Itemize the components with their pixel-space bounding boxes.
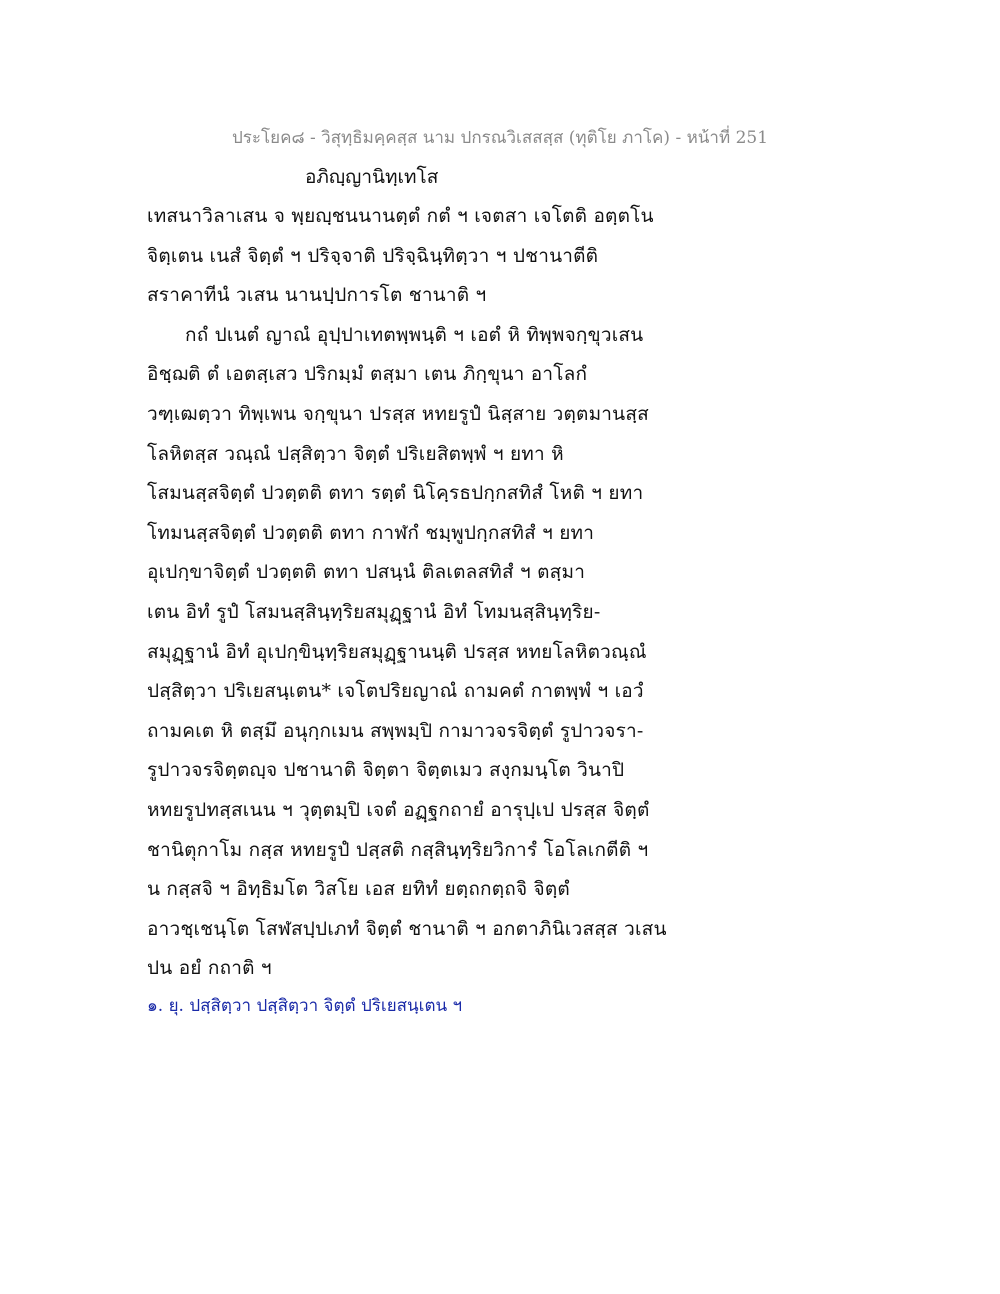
text-line: ปสฺสิตฺวา ปริเยสนฺเตน* เจโตปริยญาณํ ถามคตํ กาตพฺพํ ฯ เอวํ bbox=[147, 680, 644, 703]
section-title: อภิญฺญานิทฺเทโส bbox=[305, 166, 439, 188]
text-line: จิตฺเตน เนสํ จิตฺตํ ฯ ปริจฺจาติ ปริจฺฉินฺทิตฺวา ฯ ปชานาตีติ bbox=[147, 244, 599, 267]
text-line: ชานิตุกาโม กสฺส หทยรูปํ ปสฺสติ กสฺสินฺทฺริยวิการํ โอโลเกตีติ ฯ bbox=[147, 838, 649, 861]
text-line: ปน อยํ กถาติ ฯ bbox=[147, 957, 272, 980]
text-line: เทสนาวิลาเสน จ พฺยญฺชนนานตฺตํ กตํ ฯ เจตสา เจโตติ อตฺตโน bbox=[147, 205, 654, 227]
text-line: โลหิตสฺส วณฺณํ ปสฺสิตฺวา จิตฺตํ ปริเยสิตพฺพํ ฯ ยทา หิ bbox=[147, 442, 564, 465]
text-line: เตน อิทํ รูปํ โสมนสฺสินฺทฺริยสมุฏฺฐานํ อิทํ โทมนสฺสินฺทฺริย- bbox=[147, 600, 601, 623]
text-line: อุเปกฺขาจิตฺตํ ปวตฺตติ ตทา ปสนฺนํ ติลเตลสทิสํ ฯ ตสฺมา bbox=[147, 561, 586, 584]
running-header: ประโยค๘ - วิสุทฺธิมคฺคสฺส นาม ปกรณวิเสสสฺส (ทุติโย ภาโค) - หน้าที่ 251 bbox=[231, 128, 769, 148]
text-line: สมุฏฺฐานํ อิทํ อุเปกฺขินฺทฺริยสมุฏฺฐานนฺติ ปรสฺส หทยโลหิตวณฺณํ bbox=[147, 640, 647, 663]
text-line: ถามคเต หิ ตสฺมึ อนุกฺกเมน สพฺพมฺปิ กามาวจรจิตฺตํ รูปาวจรา- bbox=[147, 719, 644, 742]
body-text bbox=[147, 197, 707, 989]
paragraph-first-line: กถํ ปเนตํ ญาณํ อุปฺปาเทตพฺพนฺติ ฯ เอตํ หิ ทิพฺพจกฺขุวเสน bbox=[185, 323, 644, 346]
text-line: รูปาวจรจิตฺตญฺจ ปชานาติ จิตฺตา จิตฺตเมว สงฺกมนฺโต วินาปิ bbox=[147, 759, 625, 782]
text-line: หทยรูปทสฺสเนน ฯ วุตฺตมฺปิ เจตํ อฏฺฐกถายํ อารุปฺเป ปรสฺส จิตฺตํ bbox=[147, 798, 650, 821]
text-line: โสมนสฺสจิตฺตํ ปวตฺตติ ตทา รตฺตํ นิโคฺรธปกฺกสทิสํ โหติ ฯ ยทา bbox=[147, 482, 644, 505]
text-line: อาวชฺเชนฺโต โสฬสปฺปเภทํ จิตฺตํ ชานาติ ฯ อกตาภินิเวสสฺส วเสน bbox=[147, 917, 667, 940]
footnote: ๑. ยุ. ปสฺสิตฺวา ปสฺสิตฺวา จิตฺตํ ปริเยสนฺเตน ฯ bbox=[147, 996, 463, 1016]
text-line: วฑฺเฒตฺวา ทิพฺเพน จกฺขุนา ปรสฺส หทยรูปํ นิสฺสาย วตฺตมานสฺส bbox=[147, 402, 649, 425]
text-line: อิชฺฌติ ตํ เอตสฺเสว ปริกมฺมํ ตสฺมา เตน ภิกฺขุนา อาโลกํ bbox=[147, 363, 588, 386]
text-line: สราคาทีนํ วเสน นานปฺปการโต ชานาติ ฯ bbox=[147, 284, 487, 307]
text-line: โทมนสฺสจิตฺตํ ปวตฺตติ ตทา กาฬกํ ชมฺพูปกฺกสทิสํ ฯ ยทา bbox=[147, 521, 595, 544]
text-line: น กสฺสจิ ฯ อิทฺธิมโต วิสโย เอส ยทิทํ ยตฺถกตฺถจิ จิตฺตํ bbox=[147, 878, 570, 901]
